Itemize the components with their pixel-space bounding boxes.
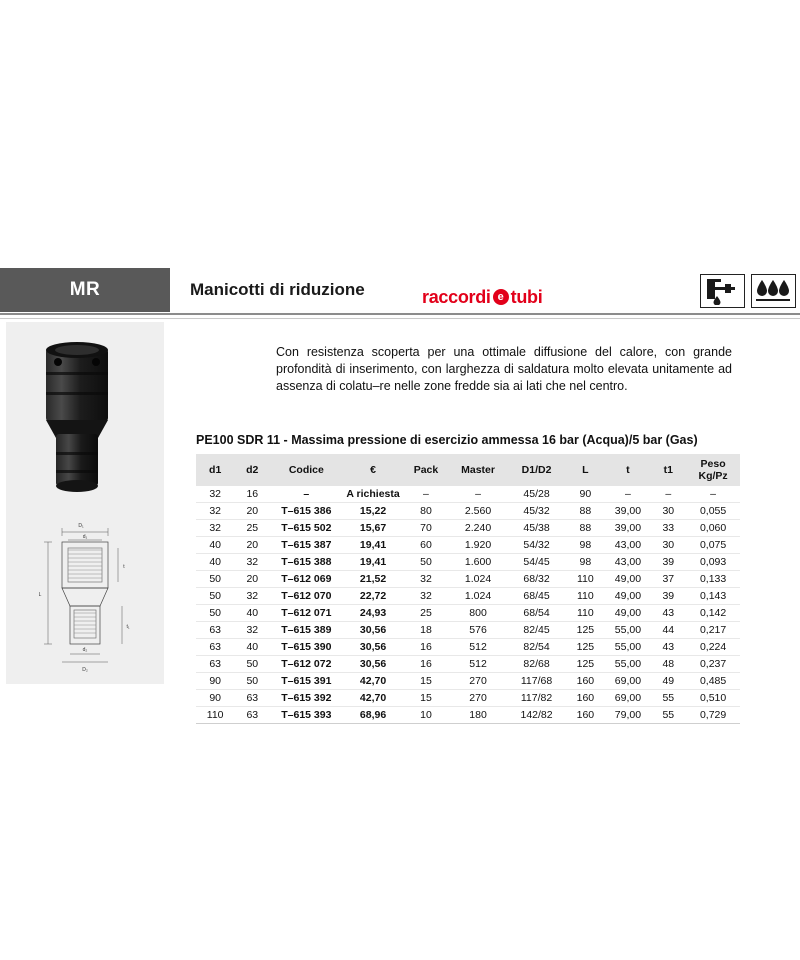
table-cell: 39 (650, 588, 686, 605)
table-cell: T–615 502 (270, 520, 342, 537)
drawing-label-D2: D₂ (82, 667, 88, 673)
table-cell: 48 (650, 656, 686, 673)
table-cell: 68/32 (508, 571, 566, 588)
table-column-header: t (605, 454, 650, 486)
table-cell: 44 (650, 622, 686, 639)
product-code-label: MR (69, 279, 101, 300)
table-cell: 15 (404, 690, 449, 707)
table-cell: 180 (448, 707, 507, 724)
table-cell: 24,93 (342, 605, 403, 622)
table-cell: 82/54 (508, 639, 566, 656)
product-code-tag (0, 268, 170, 312)
table-cell: 125 (565, 622, 605, 639)
table-cell: 90 (196, 690, 234, 707)
table-cell: 39,00 (605, 520, 650, 537)
table-cell: 110 (565, 571, 605, 588)
product-table (196, 454, 740, 724)
table-cell: 30,56 (342, 639, 403, 656)
table-cell: 32 (234, 622, 270, 639)
table-cell: 20 (234, 537, 270, 554)
table-body (196, 486, 740, 724)
table-cell: 32 (196, 520, 234, 537)
table-cell: 45/32 (508, 503, 566, 520)
table-cell: 0,729 (686, 707, 740, 724)
pictogram-group (700, 274, 796, 308)
table-cell: 10 (404, 707, 449, 724)
table-cell: 0,217 (686, 622, 740, 639)
table-cell: 0,224 (686, 639, 740, 656)
table-cell: 117/68 (508, 673, 566, 690)
table-cell: 50 (196, 571, 234, 588)
table-cell: 19,41 (342, 554, 403, 571)
table-column-header: Pack (404, 454, 449, 486)
table-cell: 18 (404, 622, 449, 639)
page-title: Manicotti di riduzione (190, 280, 365, 299)
table-cell: 0,510 (686, 690, 740, 707)
table-cell: – (710, 488, 717, 500)
drawing-label-l1: t (123, 564, 125, 570)
table-cell: – (624, 488, 631, 500)
table-cell: 39 (650, 554, 686, 571)
table-row (196, 605, 740, 622)
table-column-header: L (565, 454, 605, 486)
table-cell: 25 (404, 605, 449, 622)
reducing-coupler-photo (24, 334, 144, 506)
table-column-header: D1/D2 (508, 454, 566, 486)
table-cell: 21,52 (342, 571, 403, 588)
table-cell: 55,00 (605, 622, 650, 639)
table-row (196, 656, 740, 673)
table-row (196, 537, 740, 554)
table-cell: 54/32 (508, 537, 566, 554)
table-cell: 0,055 (686, 503, 740, 520)
table-cell: 55,00 (605, 656, 650, 673)
table-cell: T–615 393 (270, 707, 342, 724)
table-cell: 43,00 (605, 554, 650, 571)
product-media-column (6, 322, 164, 684)
table-cell: 125 (565, 639, 605, 656)
table-cell: 0,133 (686, 571, 740, 588)
table-cell: 270 (448, 690, 507, 707)
table-cell: 30,56 (342, 622, 403, 639)
technical-drawing (18, 514, 152, 674)
table-cell: 68,96 (342, 707, 403, 724)
drawing-label-l2: t₁ (126, 624, 130, 630)
table-cell: 63 (196, 639, 234, 656)
table-cell: 15,67 (342, 520, 403, 537)
table-cell: 160 (565, 673, 605, 690)
table-row (196, 690, 740, 707)
table-cell: 117/82 (508, 690, 566, 707)
table-cell: 45/38 (508, 520, 566, 537)
table-cell: 2.560 (448, 503, 507, 520)
table-cell: 25 (234, 520, 270, 537)
table-cell: A richiesta (346, 488, 400, 500)
table-column-header: Codice (270, 454, 342, 486)
table-cell: 30,56 (342, 656, 403, 673)
table-cell: 270 (448, 673, 507, 690)
table-cell: 42,70 (342, 673, 403, 690)
table-cell: 68/54 (508, 605, 566, 622)
table-cell: 60 (404, 537, 449, 554)
table-cell: 15 (404, 673, 449, 690)
table-cell: T–615 387 (270, 537, 342, 554)
table-cell: 45/28 (523, 488, 550, 500)
table-cell: 0,237 (686, 656, 740, 673)
table-cell: – (303, 488, 310, 500)
table-cell: T–612 072 (270, 656, 342, 673)
table-cell: 800 (448, 605, 507, 622)
gas-flames-icon (751, 274, 796, 308)
table-cell: 50 (196, 588, 234, 605)
table-cell: T–615 390 (270, 639, 342, 656)
table-cell: 142/82 (508, 707, 566, 724)
table-cell: 49,00 (605, 571, 650, 588)
table-row (196, 673, 740, 690)
drawing-label-L: L (38, 592, 42, 598)
table-cell: 88 (565, 503, 605, 520)
table-row (196, 588, 740, 605)
table-cell: 33 (650, 520, 686, 537)
table-cell: 43 (650, 605, 686, 622)
table-cell: 69,00 (605, 690, 650, 707)
table-cell: 0,143 (686, 588, 740, 605)
table-cell: 43,00 (605, 537, 650, 554)
table-cell: 80 (404, 503, 449, 520)
table-cell: 0,093 (686, 554, 740, 571)
table-cell: 22,72 (342, 588, 403, 605)
table-cell: 49 (650, 673, 686, 690)
table-cell: 110 (565, 605, 605, 622)
table-cell: 512 (448, 639, 507, 656)
table-row (196, 639, 740, 656)
table-cell: – (665, 488, 672, 500)
table-cell: 88 (565, 520, 605, 537)
table-cell: 20 (234, 503, 270, 520)
table-cell: 49,00 (605, 605, 650, 622)
brand-at-icon: e (493, 289, 509, 305)
table-cell: 0,075 (686, 537, 740, 554)
table-cell: 0,060 (686, 520, 740, 537)
table-row (196, 554, 740, 571)
table-column-header: d2 (234, 454, 270, 486)
table-cell: 49,00 (605, 588, 650, 605)
table-cell: 50 (234, 656, 270, 673)
table-column-header: € (342, 454, 403, 486)
header-divider-secondary (0, 318, 800, 319)
brand-logo (422, 286, 542, 308)
table-row (196, 571, 740, 588)
table-cell: 63 (196, 656, 234, 673)
table-cell: 50 (196, 605, 234, 622)
table-cell: 1.920 (448, 537, 507, 554)
brand-name-part2: tubi (510, 286, 543, 307)
table-cell: T–615 388 (270, 554, 342, 571)
table-cell: – (475, 488, 481, 500)
table-cell: 110 (196, 707, 234, 724)
table-cell: 40 (234, 605, 270, 622)
table-cell: 82/45 (508, 622, 566, 639)
brand-name-part1: raccordi (422, 286, 491, 307)
table-row (196, 503, 740, 520)
table-cell: 43 (650, 639, 686, 656)
table-cell: 90 (579, 488, 592, 500)
table-cell: 50 (404, 554, 449, 571)
table-row (196, 520, 740, 537)
table-cell: 63 (234, 707, 270, 724)
table-row (196, 622, 740, 639)
table-cell: 125 (565, 656, 605, 673)
table-cell: – (423, 488, 429, 500)
table-cell: 0,142 (686, 605, 740, 622)
specification-line: PE100 SDR 11 - Massima pressione di esercizio ammessa 16 bar (Acqua)/5 bar (Gas) (196, 433, 698, 447)
table-cell: 32 (234, 588, 270, 605)
table-cell: T–615 391 (270, 673, 342, 690)
table-cell: 63 (234, 690, 270, 707)
table-cell: 32 (404, 588, 449, 605)
table-cell: T–612 069 (270, 571, 342, 588)
table-cell: 32 (404, 571, 449, 588)
table-cell: T–615 386 (270, 503, 342, 520)
table-cell: 160 (565, 690, 605, 707)
table-column-header: Master (448, 454, 507, 486)
page-header (0, 268, 800, 312)
table-cell: 70 (404, 520, 449, 537)
drawing-label-D1: D₁ (78, 523, 84, 529)
table-column-header: Peso Kg/Pz (686, 454, 740, 486)
table-cell: 16 (246, 488, 259, 500)
table-cell: 40 (234, 639, 270, 656)
product-description: Con resistenza scoperta per una ottimale diffusione del calore, con grande profondità di inserimento, con larghezza di saldatura molto elevata unitamente ad assenza di colatu–re nelle zone fredde sia ai lati che nel centro. (276, 345, 732, 393)
table-row (196, 486, 740, 503)
table-cell: 576 (448, 622, 507, 639)
table-cell: 40 (196, 537, 234, 554)
table-cell: T–612 070 (270, 588, 342, 605)
table-cell: 42,70 (342, 690, 403, 707)
table-cell: 16 (404, 656, 449, 673)
table-cell: 39,00 (605, 503, 650, 520)
table-cell: T–612 071 (270, 605, 342, 622)
water-tap-icon (700, 274, 745, 308)
table-cell: 16 (404, 639, 449, 656)
table-cell: 40 (196, 554, 234, 571)
table-cell: 2.240 (448, 520, 507, 537)
table-cell: T–615 389 (270, 622, 342, 639)
table-cell: 512 (448, 656, 507, 673)
table-cell: 32 (196, 503, 234, 520)
table-cell: 32 (209, 488, 221, 500)
table-cell: 32 (234, 554, 270, 571)
table-cell: 20 (234, 571, 270, 588)
table-cell: 160 (565, 707, 605, 724)
product-table-wrapper (196, 454, 740, 724)
table-cell: 110 (565, 588, 605, 605)
table-cell: 15,22 (342, 503, 403, 520)
table-cell: 82/68 (508, 656, 566, 673)
table-cell: 54/45 (508, 554, 566, 571)
table-cell: 50 (234, 673, 270, 690)
table-cell: 1.024 (448, 588, 507, 605)
table-header (196, 454, 740, 486)
table-cell: 98 (565, 554, 605, 571)
table-column-header: d1 (196, 454, 234, 486)
table-cell: 0,485 (686, 673, 740, 690)
table-cell: 55 (650, 690, 686, 707)
table-cell: 30 (650, 537, 686, 554)
table-cell: 55,00 (605, 639, 650, 656)
table-cell: 37 (650, 571, 686, 588)
table-cell: T–615 392 (270, 690, 342, 707)
table-header-row (196, 454, 740, 486)
drawing-label-d2: d₂ (82, 647, 88, 653)
table-cell: 69,00 (605, 673, 650, 690)
table-cell: 79,00 (605, 707, 650, 724)
table-cell: 1.024 (448, 571, 507, 588)
drawing-label-d1: d₁ (82, 534, 88, 540)
table-cell: 63 (196, 622, 234, 639)
table-cell: 55 (650, 707, 686, 724)
table-cell: 19,41 (342, 537, 403, 554)
table-row (196, 707, 740, 724)
table-column-header: t1 (650, 454, 686, 486)
header-divider (0, 313, 800, 315)
table-cell: 30 (650, 503, 686, 520)
table-cell: 90 (196, 673, 234, 690)
table-cell: 68/45 (508, 588, 566, 605)
table-cell: 98 (565, 537, 605, 554)
table-cell: 1.600 (448, 554, 507, 571)
